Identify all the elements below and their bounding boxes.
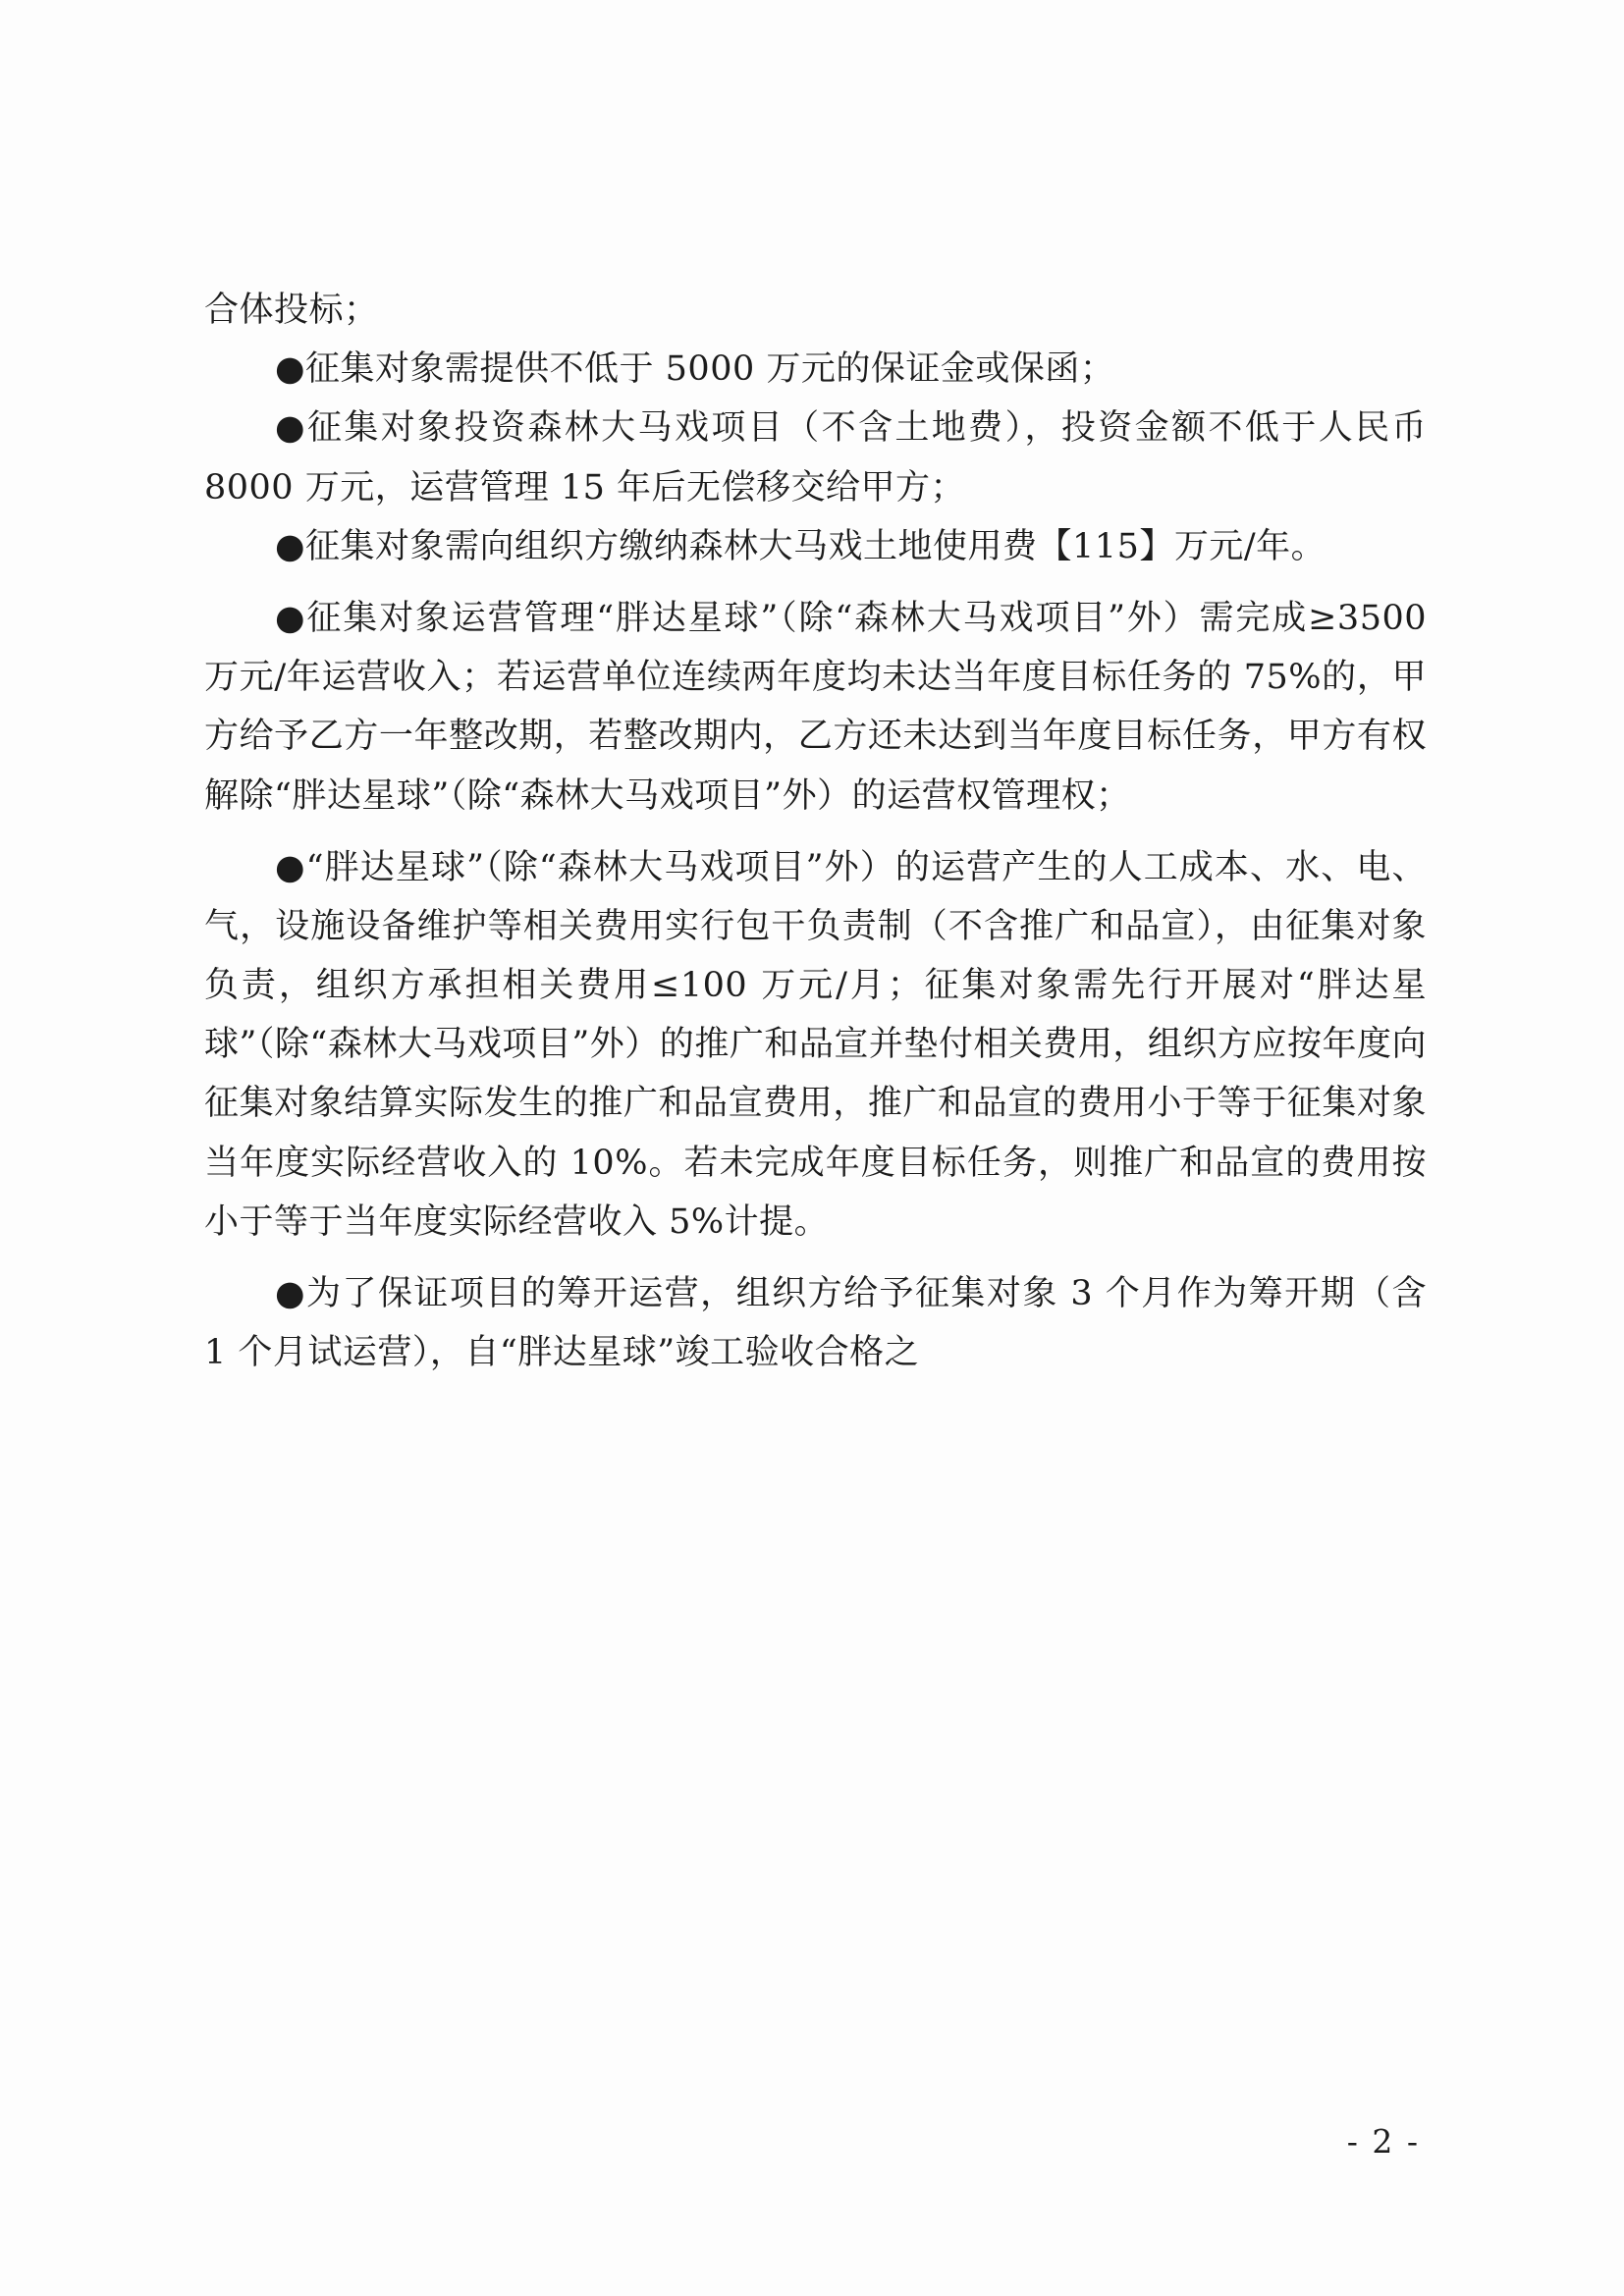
paragraph-bullet-investment: ●征集对象投资森林大马戏项目（不含土地费），投资金额不低于人民币 8000 万元，运营管理 15 年后无偿移交给甲方；: [204, 408, 1427, 507]
page-number: - 2 -: [1346, 2122, 1420, 2161]
paragraph-bullet-deposit: ●征集对象需提供不低于 5000 万元的保证金或保函；: [275, 349, 1115, 390]
document-body: [204, 281, 1427, 1382]
paragraph-bullet-cost: ●“胖达星球”（除“森林大马戏项目”外）的运营产生的人工成本、水、电、气，设施设备维护等相关费用实行包干负责制（不含推广和品宣），由征集对象负责，组织方承担相关费用≤100 万元/月；征集对象需先行开展对“胖达星球”（除“森林大马戏项目”外）的推广和品宣并垫付相关费用，组织方应按年度向征集对象结算实际发生的推广和品宣费用，推广和品宣的费用小于等于征集对象当年度实际经营收入的 10%。若未完成年度目标任务，则推广和品宣的费用按小于等于当年度实际经营收入 5%计提。: [204, 847, 1427, 1242]
paragraph-continuation: 合体投标；: [204, 291, 379, 330]
paragraph-bullet-preparation: ●为了保证项目的筹开运营，组织方给予征集对象 3 个月作为筹开期（含 1 个月试运营），自“胖达星球”竣工验收合格之: [204, 1274, 1427, 1373]
paragraph-bullet-revenue: ●征集对象运营管理“胖达星球”（除“森林大马戏项目”外）需完成≥3500 万元/年运营收入；若运营单位连续两年度均未达当年度目标任务的 75%的，甲方给予乙方一年整改期，若整改期内，乙方还未达到当年度目标任务，甲方有权解除“胖达星球”（除“森林大马戏项目”外）的运营权管理权；: [204, 598, 1427, 816]
paragraph-bullet-land-fee: ●征集对象需向组织方缴纳森林大马戏土地使用费【115】万元/年。: [275, 526, 1326, 566]
